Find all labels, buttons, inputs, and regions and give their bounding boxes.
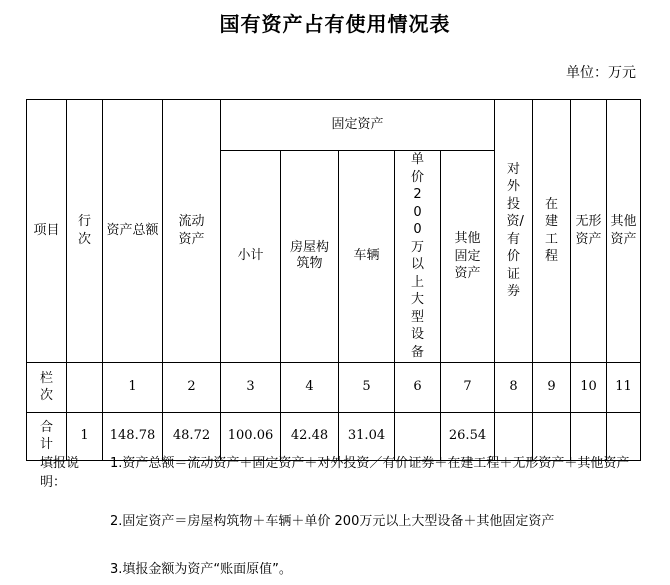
header-construction: 在建工程 (533, 100, 571, 363)
header-fixed-assets: 固定资产 (221, 100, 495, 151)
header-other-fixed: 其他固定资产 (441, 151, 495, 363)
column-number: 9 (533, 362, 571, 412)
header-other-assets: 其他资产 (607, 100, 641, 363)
notes-label: 填报说明： (40, 456, 80, 490)
unit-label: 单位：万元 (566, 65, 636, 81)
column-number: 11 (607, 362, 641, 412)
total-value (495, 412, 533, 460)
header-investment: 对外投资/有价证券 (495, 100, 533, 363)
note-item: 1.资产总额＝流动资产＋固定资产＋对外投资／有价证券＋在建工程＋无形资产＋其他资产 (110, 456, 630, 471)
asset-table (26, 99, 641, 461)
column-number: 1 (103, 362, 163, 412)
total-value: 100.06 (221, 412, 281, 460)
column-number: 10 (571, 362, 607, 412)
header-large-equipment: 单价200万以上大型设备 (395, 151, 441, 363)
total-row-label: 合计 (27, 412, 67, 460)
header-buildings: 房屋构筑物 (281, 151, 339, 363)
total-value (533, 412, 571, 460)
column-number: 3 (221, 362, 281, 412)
header-current-assets: 流动资产 (163, 100, 221, 363)
note-item: 2.固定资产＝房屋构筑物＋车辆＋单价 200万元以上大型设备＋其他固定资产 (110, 514, 555, 529)
page-title: 国有资产占有使用情况表 (219, 12, 451, 36)
header-total-assets: 资产总额 (103, 100, 163, 363)
column-number: 7 (441, 362, 495, 412)
total-value: 42.48 (281, 412, 339, 460)
column-number: 6 (395, 362, 441, 412)
column-row-no-cell (67, 362, 103, 412)
total-row-no: 1 (67, 412, 103, 460)
total-value: 48.72 (163, 412, 221, 460)
total-value (607, 412, 641, 460)
column-number: 5 (339, 362, 395, 412)
total-row (27, 412, 641, 460)
header-vehicles: 车辆 (339, 151, 395, 363)
total-value: 31.04 (339, 412, 395, 460)
total-value (395, 412, 441, 460)
header-intangible: 无形资产 (571, 100, 607, 363)
column-number: 8 (495, 362, 533, 412)
column-number: 4 (281, 362, 339, 412)
header-item: 项目 (27, 100, 67, 363)
column-number-row (27, 362, 641, 412)
header-subtotal: 小计 (221, 151, 281, 363)
total-value: 148.78 (103, 412, 163, 460)
total-value (571, 412, 607, 460)
note-item: 3.填报金额为资产“账面原值”。 (110, 562, 292, 577)
column-row-label: 栏次 (27, 362, 67, 412)
total-value: 26.54 (441, 412, 495, 460)
header-row-no: 行次 (67, 100, 103, 363)
column-number: 2 (163, 362, 221, 412)
